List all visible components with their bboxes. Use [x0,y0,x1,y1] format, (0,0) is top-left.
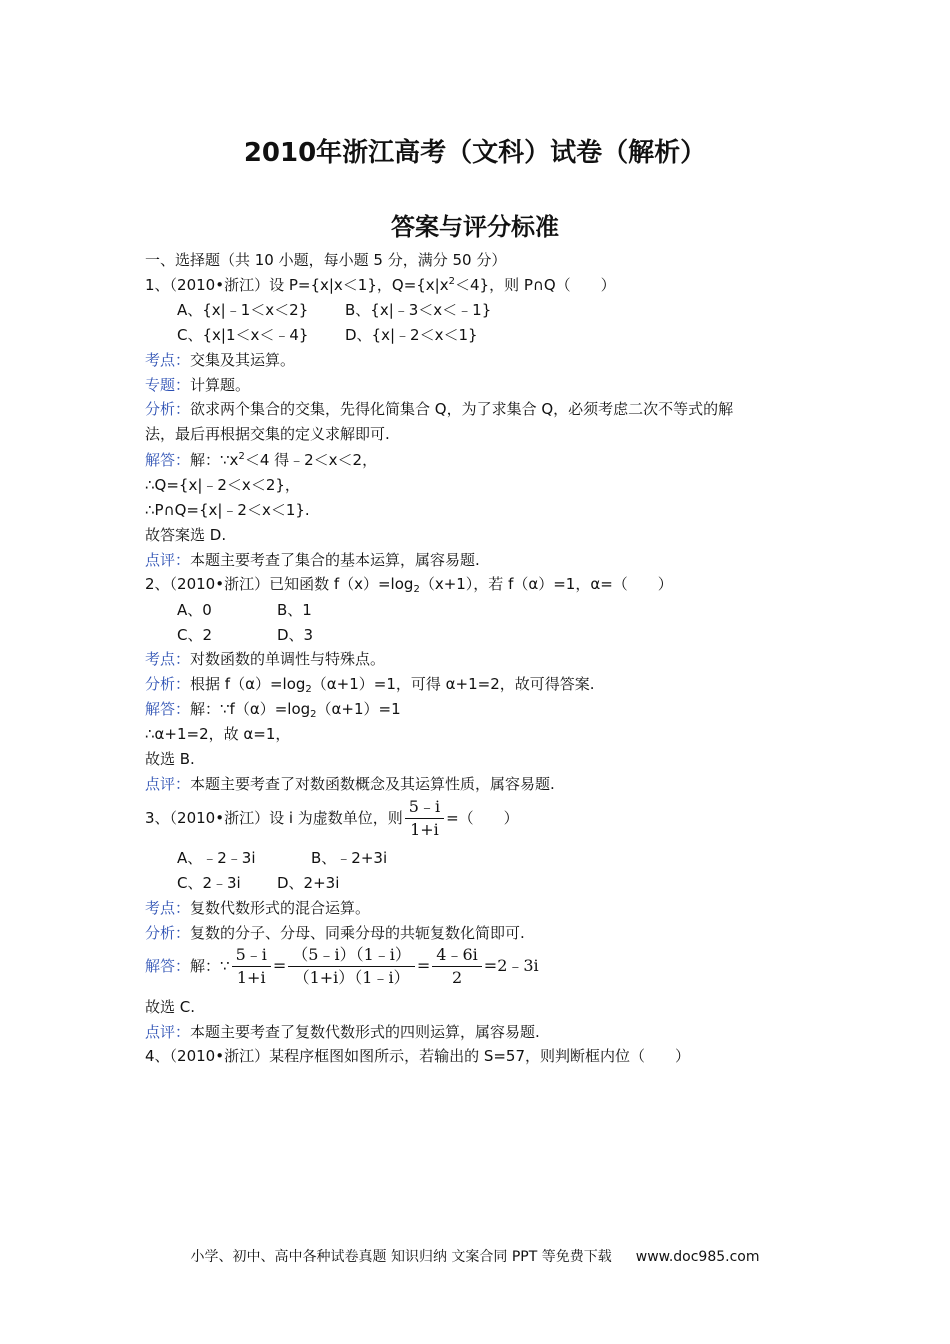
q3-options-row2 [177,873,339,893]
jieda-label: 解答： [145,957,191,975]
q3-jieda-fraction-3: $\frac{4﹣6i}{2}$ [432,945,481,988]
q1-option-a: A、{x|﹣1＜x＜2} [177,301,309,319]
page-title: 2010年浙江高考（文科）试卷（解析） [243,138,707,168]
q2-options-row1 [177,600,312,620]
q1-kaodian: 考点：交集及其运算。 [145,351,296,369]
q3-stem: 3、（2010•浙江）设 i 为虚数单位，则 $\frac{5﹣i}{1+i}$ =（ ） [145,797,519,839]
fenxi-label: 分析： [145,675,191,693]
zhuanti-label: 专题： [145,376,191,394]
q1-jieda-line4: 故答案选 D. [145,526,227,544]
q1-jieda-line3: ∴P∩Q={x|﹣2＜x＜1}. [145,501,310,519]
q3-fraction: $\frac{5﹣i}{1+i}$ [405,797,444,840]
q1-zhuanti: 专题：计算题。 [145,376,251,394]
q3-option-c: C、2﹣3i [177,874,241,892]
dianping-label: 点评： [145,551,191,569]
q3-jieda-fraction-1: $\frac{5﹣i}{1+i}$ [232,945,271,988]
q3-jieda-result: 2﹣3i [497,956,539,975]
jieda-label: 解答： [145,451,191,469]
q2-option-c: C、2 [177,626,213,644]
q1-fenxi: 分析：欲求两个集合的交集，先得化简集合 Q，为了求集合 Q，必须考虑二次不等式的解 [145,400,734,418]
kaodian-label: 考点： [145,351,191,369]
footer-text: 小学、初中、高中各种试卷真题 知识归纳 文案合同 PPT 等免费下载 [190,1249,612,1265]
q1-option-d: D、{x|﹣2＜x＜1} [345,326,478,344]
q1-options-row2 [177,325,478,345]
q4-stem: 4、（2010•浙江）某程序框图如图所示，若输出的 S=57，则判断框内位（ ） [145,1047,691,1065]
q1-dianping: 点评：本题主要考查了集合的基本运算，属容易题. [145,551,480,569]
q3-options-row1 [177,848,387,868]
q3-jieda: 解答：解：∵ $\frac{5﹣i}{1+i}$ = $\frac{(5﹣i)(1﹣i)}{(1+i)(1﹣i)}$ = $\frac{4﹣6i}{2}$ =2﹣3i [145,945,539,987]
kaodian-label: 考点： [145,899,191,917]
q3-fenxi: 分析：复数的分子、分母、同乘分母的共轭复数化简即可. [145,924,525,942]
fenxi-label: 分析： [145,924,191,942]
q2-jieda: 解答：解：$\because f(\alpha)=\log_2(\alpha+1)=1$ [145,700,401,720]
q1-jieda: 解答：解：$\because x^2<4$ 得﹣2＜x＜2， [145,451,378,469]
q2-option-b: B、1 [277,601,312,619]
q2-jieda-line2: ∴α+1=2，故 α=1， [145,725,291,743]
dianping-label: 点评： [145,775,191,793]
q2-fenxi: 分析：根据 $f(\alpha)=\log_2(\alpha+1)=1$，可得 α+1=2，故可得答案. [145,675,595,695]
section-heading: 一、选择题（共 10 小题，每小题 5 分，满分 50 分） [145,251,507,269]
q2-stem: 2、（2010•浙江）已知函数 $f(x)=\log_2(x+1)$，若 f（α）=1，α=（ ） [145,575,673,595]
q1-jieda-line2: ∴Q={x|﹣2＜x＜2}， [145,476,300,494]
page-subtitle: 答案与评分标准 [391,213,559,241]
q3-jieda-fraction-2: $\frac{(5﹣i)(1﹣i)}{(1+i)(1﹣i)}$ [288,945,415,988]
dianping-label: 点评： [145,1023,191,1041]
q1-stem: 1、（2010•浙江）设 P={x|x＜1}，$Q=\{x|x^2<4\}$，则 P∩Q（ ） [145,276,616,294]
q2-jieda-line3: 故选 B. [145,750,195,768]
footer-url[interactable]: www.doc985.com [635,1249,760,1265]
q1-option-c: C、{x|1＜x＜﹣4} [177,326,309,344]
kaodian-label: 考点： [145,650,191,668]
fenxi-label: 分析： [145,400,191,418]
q2-kaodian: 考点：对数函数的单调性与特殊点。 [145,650,386,668]
q3-option-d: D、2+3i [277,874,340,892]
q3-option-b: B、﹣2+3i [311,849,388,867]
q2-option-d: D、3 [277,626,314,644]
q2-options-row2 [177,625,313,645]
q1-option-b: B、{x|﹣3＜x＜﹣1} [345,301,492,319]
footer [0,1246,950,1266]
q3-dianping: 点评：本题主要考查了复数代数形式的四则运算，属容易题. [145,1023,540,1041]
q1-options-row1 [177,300,491,320]
q3-jieda-line2: 故选 C. [145,998,196,1016]
q2-dianping: 点评：本题主要考查了对数函数概念及其运算性质，属容易题. [145,775,555,793]
q1-fenxi-cont: 法，最后再根据交集的定义求解即可. [145,425,390,443]
q2-option-a: A、0 [177,601,212,619]
q3-option-a: A、﹣2﹣3i [177,849,256,867]
jieda-label: 解答： [145,700,191,718]
q3-kaodian: 考点：复数代数形式的混合运算。 [145,899,371,917]
